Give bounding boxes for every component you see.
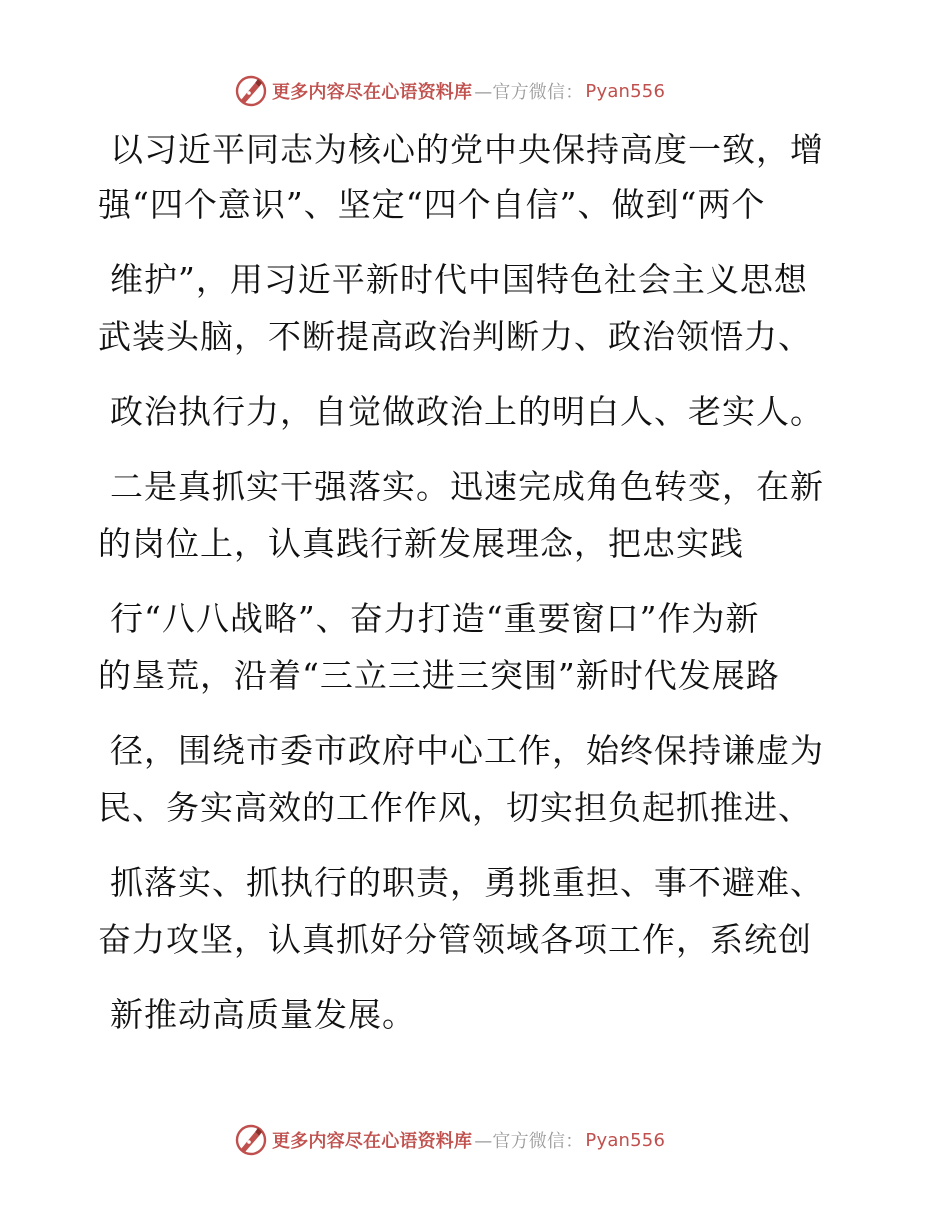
pen-logo-icon xyxy=(234,1123,268,1157)
text-line: 二是真抓实干强落实。迅速完成角色转变，在新 xyxy=(110,467,824,506)
watermark-id-text: Pyan556 xyxy=(585,80,666,102)
text-line: 抓落实、抓执行的职责，勇挑重担、事不避难、 xyxy=(110,863,824,902)
watermark-sub-text: —官方微信： xyxy=(474,82,584,103)
text-line: 的垦荒，沿着“三立三进三突围”新时代发展路 xyxy=(98,656,780,695)
watermark-id-text: Pyan556 xyxy=(585,1129,666,1151)
watermark-main-text: 更多内容尽在心语资料库 xyxy=(272,1131,473,1152)
text-line: 维护”，用习近平新时代中国特色社会主义思想 xyxy=(110,260,808,299)
text-line: 政治执行力，自觉做政治上的明白人、老实人。 xyxy=(110,392,824,431)
text-line: 武装头脑，不断提高政治判断力、政治领悟力、 xyxy=(98,317,812,356)
text-line: 径，围绕市委市政府中心工作，始终保持谦虚为 xyxy=(110,731,824,770)
text-line: 行“八八战略”、奋力打造“重要窗口”作为新 xyxy=(110,599,760,638)
watermark-main-text: 更多内容尽在心语资料库 xyxy=(272,82,473,103)
text-line: 民、务实高效的工作作风，切实担负起抓推进、 xyxy=(98,788,812,827)
text-line: 强“四个意识”、坚定“四个自信”、做到“两个 xyxy=(98,185,766,224)
text-line: 新推动高质量发展。 xyxy=(110,995,416,1034)
text-line: 奋力攻坚，认真抓好分管领域各项工作，系统创 xyxy=(98,920,812,959)
footer-watermark xyxy=(234,1122,665,1158)
text-line: 以习近平同志为核心的党中央保持高度一致，增 xyxy=(110,130,824,169)
text-line: 的岗位上，认真践行新发展理念，把忠实践 xyxy=(98,524,744,563)
watermark-sub-text: —官方微信： xyxy=(474,1131,584,1152)
